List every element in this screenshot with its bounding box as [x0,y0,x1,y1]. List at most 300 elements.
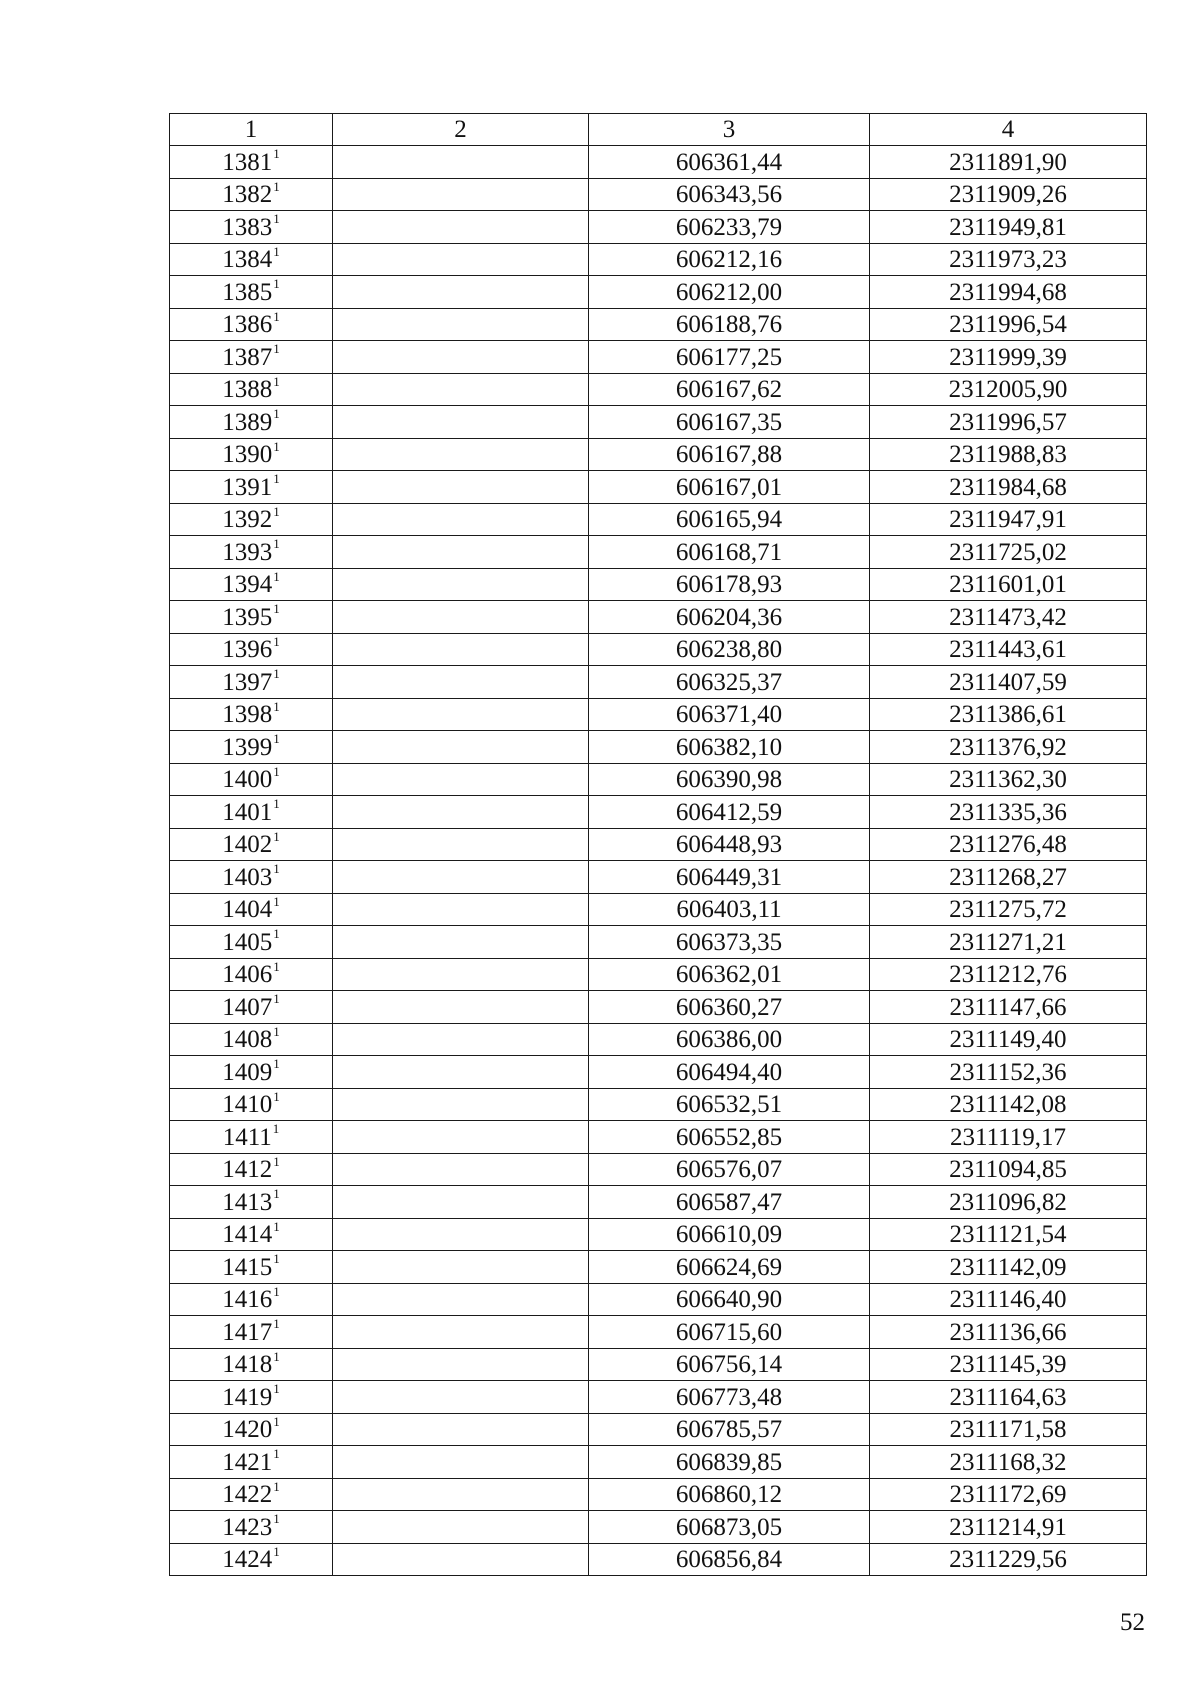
point-number-cell [170,568,333,601]
point-number-superscript: 1 [273,211,280,227]
point-number-superscript: 1 [273,893,280,909]
point-number-superscript: 1 [273,1446,280,1462]
point-number: 1408 [222,1026,273,1053]
point-number-cell [170,1348,333,1381]
point-number-superscript: 1 [273,178,280,194]
point-number-superscript: 1 [273,1543,280,1559]
point-number: 1392 [222,506,273,533]
y-coordinate-cell: 2311094,85 [870,1153,1147,1186]
point-number: 1413 [222,1188,273,1216]
y-coordinate-cell: 2311172,69 [870,1478,1147,1511]
point-number: 1421 [222,1448,273,1476]
point-number: 1395 [222,603,273,631]
point-number-cell [170,1186,333,1219]
point-number: 1423 [222,1513,273,1541]
point-number-superscript: 1 [272,1121,280,1137]
col2-cell [333,861,589,894]
col2-cell [333,1153,589,1186]
point-number-superscript: 1 [273,1478,280,1494]
x-coordinate-cell: 606873,05 [589,1511,870,1544]
point-number: 1400 [222,766,273,793]
point-number-cell [170,503,333,536]
y-coordinate-cell: 2311984,68 [870,471,1147,504]
table-row [170,406,1147,439]
y-coordinate-cell: 2311996,57 [870,406,1147,439]
point-number-superscript: 1 [273,1218,280,1234]
x-coordinate-cell: 606204,36 [589,601,870,634]
table-row [170,861,1147,894]
table-body [170,146,1147,1576]
point-number-superscript: 1 [273,276,280,292]
col2-cell [333,893,589,926]
x-coordinate-cell: 606238,80 [589,633,870,666]
point-number-cell [170,796,333,829]
point-number-superscript: 1 [273,698,280,714]
point-number-cell [170,1478,333,1511]
col2-cell [333,1088,589,1121]
x-coordinate-cell: 606756,14 [589,1348,870,1381]
y-coordinate-cell: 2311994,68 [870,276,1147,309]
point-number-superscript: 1 [273,1283,280,1299]
point-number-superscript: 1 [273,1251,280,1267]
col2-cell [333,146,589,179]
col2-cell [333,178,589,211]
header-col-1: 1 [170,114,333,146]
point-number-superscript: 1 [273,1511,280,1527]
point-number: 1399 [222,733,273,761]
x-coordinate-cell: 606390,98 [589,763,870,796]
table-row [170,1088,1147,1121]
point-number-superscript: 1 [273,1088,280,1104]
col2-cell [333,1186,589,1219]
x-coordinate-cell: 606212,00 [589,276,870,309]
table-row [170,1218,1147,1251]
y-coordinate-cell: 2311214,91 [870,1511,1147,1544]
x-coordinate-cell: 606839,85 [589,1446,870,1479]
col2-cell [333,276,589,309]
point-number-cell [170,1023,333,1056]
col2-cell [333,601,589,634]
point-number-superscript: 1 [273,991,280,1007]
point-number-cell [170,1056,333,1089]
y-coordinate-cell: 2311146,40 [870,1283,1147,1316]
y-coordinate-cell: 2311999,39 [870,341,1147,374]
point-number: 1397 [222,668,273,696]
point-number-cell [170,1251,333,1284]
table-row [170,503,1147,536]
x-coordinate-cell: 606167,88 [589,438,870,471]
point-number-cell [170,1511,333,1544]
table-row [170,601,1147,634]
y-coordinate-cell: 2311276,48 [870,828,1147,861]
point-number-cell [170,276,333,309]
table-row [170,1446,1147,1479]
table-row [170,1251,1147,1284]
point-number-superscript: 1 [273,1316,280,1332]
y-coordinate-cell: 2311212,76 [870,958,1147,991]
point-number-cell [170,763,333,796]
point-number: 1394 [222,571,273,598]
point-number-superscript: 1 [273,731,280,747]
x-coordinate-cell: 606168,71 [589,536,870,569]
point-number-superscript: 1 [273,666,280,682]
point-number: 1412 [222,1156,273,1183]
point-number-superscript: 1 [273,406,280,422]
point-number-cell [170,991,333,1024]
y-coordinate-cell: 2311142,08 [870,1088,1147,1121]
col2-cell [333,958,589,991]
col2-cell [333,243,589,276]
x-coordinate-cell: 606373,35 [589,926,870,959]
point-number-superscript: 1 [273,828,280,844]
x-coordinate-cell: 606371,40 [589,698,870,731]
y-coordinate-cell: 2311473,42 [870,601,1147,634]
table-row [170,568,1147,601]
table-row [170,1023,1147,1056]
x-coordinate-cell: 606785,57 [589,1413,870,1446]
point-number: 1385 [222,278,273,306]
table-row [170,893,1147,926]
point-number-superscript: 1 [273,861,280,877]
x-coordinate-cell: 606610,09 [589,1218,870,1251]
table-row [170,1413,1147,1446]
x-coordinate-cell: 606552,85 [589,1121,870,1154]
y-coordinate-cell: 2311973,23 [870,243,1147,276]
point-number-superscript: 1 [273,1056,280,1072]
point-number-superscript: 1 [273,341,280,357]
table-row [170,828,1147,861]
point-number: 1391 [222,473,273,501]
point-number-cell [170,1283,333,1316]
header-col-2: 2 [333,114,589,146]
x-coordinate-cell: 606165,94 [589,503,870,536]
x-coordinate-cell: 606386,00 [589,1023,870,1056]
point-number-cell [170,471,333,504]
y-coordinate-cell: 2311376,92 [870,731,1147,764]
table-row [170,146,1147,179]
col2-cell [333,1446,589,1479]
y-coordinate-cell: 2311168,32 [870,1446,1147,1479]
table-row [170,1186,1147,1219]
table-row [170,958,1147,991]
point-number-cell [170,828,333,861]
point-number: 1420 [222,1416,273,1443]
point-number-superscript: 1 [273,308,280,324]
point-number: 1388 [222,376,273,403]
point-number: 1403 [222,863,273,891]
point-number-superscript: 1 [273,601,280,617]
col2-cell [333,1251,589,1284]
x-coordinate-cell: 606360,27 [589,991,870,1024]
x-coordinate-cell: 606624,69 [589,1251,870,1284]
col2-cell [333,763,589,796]
col2-cell [333,536,589,569]
point-number-superscript: 1 [273,536,280,552]
col2-cell [333,991,589,1024]
point-number-cell [170,536,333,569]
point-number: 1415 [222,1253,273,1281]
col2-cell [333,926,589,959]
col2-cell [333,1121,589,1154]
y-coordinate-cell: 2311949,81 [870,211,1147,244]
point-number: 1417 [222,1318,273,1346]
table-row [170,471,1147,504]
point-number: 1409 [222,1058,273,1086]
col2-cell [333,471,589,504]
point-number: 1405 [222,928,273,956]
point-number: 1384 [222,246,273,273]
point-number-superscript: 1 [273,1023,280,1039]
x-coordinate-cell: 606587,47 [589,1186,870,1219]
table-row [170,666,1147,699]
table-row [170,1543,1147,1576]
x-coordinate-cell: 606362,01 [589,958,870,991]
col2-cell [333,698,589,731]
point-number: 1406 [222,961,273,988]
x-coordinate-cell: 606494,40 [589,1056,870,1089]
y-coordinate-cell: 2311149,40 [870,1023,1147,1056]
y-coordinate-cell: 2311909,26 [870,178,1147,211]
point-number: 1386 [222,311,273,338]
point-number-cell [170,893,333,926]
y-coordinate-cell: 2311152,36 [870,1056,1147,1089]
x-coordinate-cell: 606212,16 [589,243,870,276]
table-row [170,763,1147,796]
point-number-cell [170,438,333,471]
y-coordinate-cell: 2311996,54 [870,308,1147,341]
header-col-4: 4 [870,114,1147,146]
point-number-superscript: 1 [273,926,280,942]
point-number-cell [170,926,333,959]
col2-cell [333,1316,589,1349]
x-coordinate-cell: 606343,56 [589,178,870,211]
point-number-cell [170,861,333,894]
col2-cell [333,666,589,699]
x-coordinate-cell: 606576,07 [589,1153,870,1186]
point-number-superscript: 1 [273,438,280,454]
x-coordinate-cell: 606448,93 [589,828,870,861]
col2-cell [333,1478,589,1511]
point-number: 1393 [222,538,273,566]
col2-cell [333,1543,589,1576]
point-number-cell [170,1121,333,1154]
table-row [170,373,1147,406]
table-header-row [170,114,1147,146]
x-coordinate-cell: 606167,01 [589,471,870,504]
point-number: 1402 [222,831,273,858]
y-coordinate-cell: 2311142,09 [870,1251,1147,1284]
col2-cell [333,308,589,341]
table-row [170,178,1147,211]
col2-cell [333,796,589,829]
point-number-cell [170,1543,333,1576]
col2-cell [333,1218,589,1251]
x-coordinate-cell: 606177,25 [589,341,870,374]
table-row [170,796,1147,829]
table-row [170,1348,1147,1381]
table-row [170,536,1147,569]
point-number-cell [170,308,333,341]
y-coordinate-cell: 2311407,59 [870,666,1147,699]
coordinates-table [169,113,1147,1576]
x-coordinate-cell: 606860,12 [589,1478,870,1511]
table-row [170,731,1147,764]
point-number-superscript: 1 [273,1186,280,1202]
col2-cell [333,1283,589,1316]
col2-cell [333,1511,589,1544]
table-row [170,926,1147,959]
point-number-superscript: 1 [273,763,280,779]
point-number-cell [170,146,333,179]
point-number: 1383 [222,213,273,241]
point-number-cell [170,1446,333,1479]
y-coordinate-cell: 2311121,54 [870,1218,1147,1251]
point-number: 1422 [222,1481,273,1508]
y-coordinate-cell: 2312005,90 [870,373,1147,406]
y-coordinate-cell: 2311145,39 [870,1348,1147,1381]
x-coordinate-cell: 606167,35 [589,406,870,439]
point-number-cell [170,698,333,731]
point-number: 1416 [222,1286,273,1313]
point-number: 1424 [222,1546,273,1573]
point-number-cell [170,601,333,634]
y-coordinate-cell: 2311947,91 [870,503,1147,536]
table-row [170,633,1147,666]
x-coordinate-cell: 606382,10 [589,731,870,764]
table-row [170,243,1147,276]
point-number-superscript: 1 [273,1413,280,1429]
x-coordinate-cell: 606412,59 [589,796,870,829]
point-number: 1389 [222,408,273,436]
y-coordinate-cell: 2311164,63 [870,1381,1147,1414]
point-number-superscript: 1 [273,503,280,519]
col2-cell [333,211,589,244]
col2-cell [333,406,589,439]
header-col-3: 3 [589,114,870,146]
table-row [170,1283,1147,1316]
table-row [170,341,1147,374]
x-coordinate-cell: 606233,79 [589,211,870,244]
table-row [170,211,1147,244]
point-number-superscript: 1 [273,471,280,487]
x-coordinate-cell: 606178,93 [589,568,870,601]
point-number: 1390 [222,441,273,468]
col2-cell [333,438,589,471]
x-coordinate-cell: 606403,11 [589,893,870,926]
col2-cell [333,373,589,406]
col2-cell [333,1348,589,1381]
point-number: 1411 [222,1123,272,1151]
point-number-superscript: 1 [273,1153,280,1169]
table-row [170,991,1147,1024]
point-number-cell [170,1088,333,1121]
col2-cell [333,503,589,536]
y-coordinate-cell: 2311275,72 [870,893,1147,926]
point-number-cell [170,1316,333,1349]
y-coordinate-cell: 2311119,17 [870,1121,1147,1154]
col2-cell [333,568,589,601]
table-row [170,1478,1147,1511]
table-row [170,1153,1147,1186]
y-coordinate-cell: 2311147,66 [870,991,1147,1024]
point-number: 1419 [222,1383,273,1411]
point-number-superscript: 1 [273,243,280,259]
point-number-cell [170,1381,333,1414]
y-coordinate-cell: 2311362,30 [870,763,1147,796]
point-number: 1398 [222,701,273,728]
y-coordinate-cell: 2311891,90 [870,146,1147,179]
x-coordinate-cell: 606773,48 [589,1381,870,1414]
y-coordinate-cell: 2311136,66 [870,1316,1147,1349]
table-row [170,698,1147,731]
point-number-cell [170,373,333,406]
point-number: 1414 [222,1221,273,1248]
point-number-cell [170,341,333,374]
point-number-superscript: 1 [273,796,280,812]
col2-cell [333,828,589,861]
y-coordinate-cell: 2311988,83 [870,438,1147,471]
col2-cell [333,1413,589,1446]
table-row [170,1056,1147,1089]
point-number-superscript: 1 [273,1348,280,1364]
point-number-cell [170,406,333,439]
y-coordinate-cell: 2311443,61 [870,633,1147,666]
x-coordinate-cell: 606640,90 [589,1283,870,1316]
y-coordinate-cell: 2311096,82 [870,1186,1147,1219]
y-coordinate-cell: 2311268,27 [870,861,1147,894]
y-coordinate-cell: 2311171,58 [870,1413,1147,1446]
page-number: 52 [1120,1609,1145,1636]
point-number-superscript: 1 [273,568,280,584]
point-number-cell [170,211,333,244]
y-coordinate-cell: 2311271,21 [870,926,1147,959]
point-number-cell [170,1413,333,1446]
x-coordinate-cell: 606167,62 [589,373,870,406]
x-coordinate-cell: 606188,76 [589,308,870,341]
point-number: 1407 [222,993,273,1021]
col2-cell [333,1023,589,1056]
point-number-cell [170,1153,333,1186]
point-number: 1381 [222,148,273,176]
x-coordinate-cell: 606532,51 [589,1088,870,1121]
x-coordinate-cell: 606361,44 [589,146,870,179]
point-number-cell [170,666,333,699]
point-number-superscript: 1 [273,633,280,649]
point-number: 1410 [222,1091,273,1118]
point-number: 1401 [222,798,273,826]
table-row [170,438,1147,471]
x-coordinate-cell: 606449,31 [589,861,870,894]
y-coordinate-cell: 2311725,02 [870,536,1147,569]
point-number: 1387 [222,343,273,371]
y-coordinate-cell: 2311386,61 [870,698,1147,731]
x-coordinate-cell: 606715,60 [589,1316,870,1349]
point-number-cell [170,633,333,666]
table-row [170,1121,1147,1154]
point-number-cell [170,731,333,764]
point-number-superscript: 1 [273,146,280,162]
y-coordinate-cell: 2311229,56 [870,1543,1147,1576]
y-coordinate-cell: 2311335,36 [870,796,1147,829]
point-number: 1418 [222,1351,273,1378]
col2-cell [333,1056,589,1089]
table-row [170,308,1147,341]
point-number: 1404 [222,896,273,923]
col2-cell [333,633,589,666]
table-row [170,1511,1147,1544]
x-coordinate-cell: 606856,84 [589,1543,870,1576]
table-row [170,1381,1147,1414]
